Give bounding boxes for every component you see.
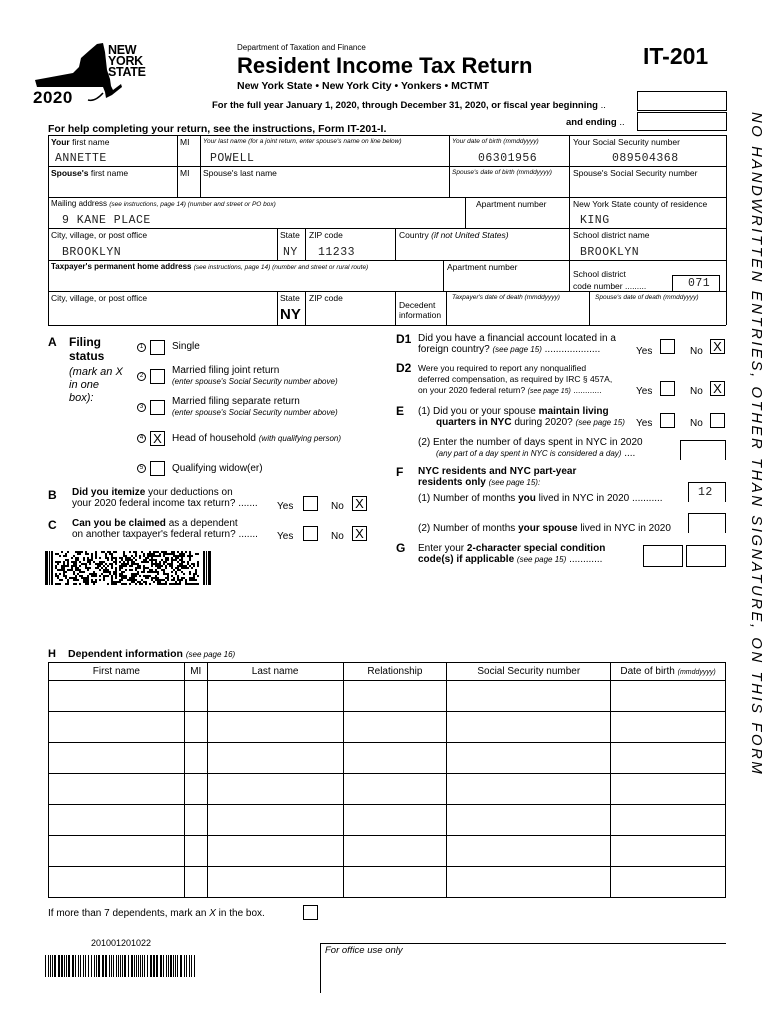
question-f2-text: (2) Number of months your spouse lived in NYC in 2020 — [418, 523, 671, 534]
dependents-title: Dependent information (see page 16) — [68, 648, 236, 660]
question-g-letter: G — [396, 541, 406, 555]
state-label: State — [280, 230, 300, 240]
question-c-yes-checkbox[interactable] — [303, 526, 318, 541]
2d-barcode — [45, 551, 211, 585]
dependent-dob-input[interactable] — [611, 774, 726, 805]
dependent-mi-input[interactable] — [184, 743, 207, 774]
logo-swoosh-icon — [87, 92, 105, 102]
question-d1-yes-checkbox[interactable] — [660, 339, 675, 354]
city-label: City, village, or post office — [51, 230, 148, 240]
form-barcode — [45, 955, 197, 977]
dependent-mi-input[interactable] — [184, 867, 207, 898]
permanent-zip-label: ZIP code — [309, 293, 343, 303]
question-d2-no-label: No — [690, 386, 703, 397]
col-mi: MI — [184, 663, 207, 681]
school-code-value[interactable]: 071 — [688, 277, 711, 290]
dependent-last-name-input[interactable] — [207, 743, 343, 774]
office-use-label: For office use only — [325, 945, 403, 956]
city-value[interactable]: BROOKLYN — [62, 246, 122, 259]
dependent-relationship-input[interactable] — [343, 681, 447, 712]
dependent-ssn-input[interactable] — [447, 867, 611, 898]
tax-year: 2020 — [33, 88, 73, 107]
question-d2-yes-label: Yes — [636, 386, 653, 397]
dependents-table — [48, 662, 726, 898]
county-value[interactable]: KING — [580, 214, 610, 227]
decedent-label: Decedent information — [399, 300, 442, 320]
question-e1-text: (1) Did you or your spouse maintain living quarters in NYC during 2020? (see page 15) — [418, 406, 625, 428]
dependent-row — [49, 681, 726, 712]
permanent-address-label: Taxpayer's permanent home address (see instructions, page 14) (number and street or rural route) — [51, 262, 369, 271]
dependent-dob-input[interactable] — [611, 867, 726, 898]
permanent-city-label: City, village, or post office — [51, 293, 148, 303]
status-separate-checkbox[interactable] — [150, 400, 165, 415]
nyc-months-you-value[interactable]: 12 — [698, 486, 713, 499]
dependent-row — [49, 774, 726, 805]
school-district-label: School district name — [573, 230, 650, 240]
question-f-title: NYC residents and NYC part-year residents only (see page 15): — [418, 466, 577, 488]
dependent-first-name-input[interactable] — [49, 805, 185, 836]
spouse-last-name-label: Spouse's last name — [203, 168, 277, 178]
status-joint-label: Married filing joint return (enter spouse's Social Security number above) — [172, 365, 338, 386]
col-last-name: Last name — [207, 663, 343, 681]
school-code-label: School district code number ......... — [573, 269, 647, 291]
fiscal-begin-input[interactable] — [637, 91, 727, 111]
status-single-label: Single — [172, 341, 200, 352]
spouse-first-name-label: Spouse's first name — [51, 168, 129, 178]
nyc-months-spouse-input[interactable] — [688, 513, 726, 533]
question-d2-text: Were you required to report any nonqualified deferred compensation, as required by IRC § 457A, on your 2020 federal return? (see page 15) ............ — [418, 363, 613, 395]
form-code: 201001201022 — [91, 938, 152, 948]
dependent-dob-input[interactable] — [611, 681, 726, 712]
more-dependents-checkbox[interactable] — [303, 905, 318, 920]
ssn-value[interactable]: 089504368 — [612, 152, 679, 165]
status-4-number: 4 — [137, 434, 146, 443]
dependent-first-name-input[interactable] — [49, 712, 185, 743]
question-e-yes-checkbox[interactable] — [660, 413, 675, 428]
question-c-yes-label: Yes — [277, 531, 294, 542]
dependent-last-name-input[interactable] — [207, 712, 343, 743]
question-c-no-checkbox[interactable]: X — [352, 526, 367, 541]
more-dependents-text: If more than 7 dependents, mark an X in the box. — [48, 908, 265, 919]
dependent-ssn-input[interactable] — [447, 743, 611, 774]
dependent-row — [49, 712, 726, 743]
dependent-ssn-input[interactable] — [447, 774, 611, 805]
county-label: New York State county of residence — [573, 199, 708, 209]
dependent-ssn-input[interactable] — [447, 712, 611, 743]
status-head-of-household-label: Head of household (with qualifying person) — [172, 433, 342, 444]
form-title: Resident Income Tax Return — [237, 53, 533, 78]
state-logo-text: NEW YORK STATE — [108, 43, 146, 79]
status-5-number: 5 — [137, 464, 146, 473]
dependent-last-name-input[interactable] — [207, 681, 343, 712]
dependent-relationship-input[interactable] — [343, 805, 447, 836]
question-f1-text: (1) Number of months you lived in NYC in 2020 ........... — [418, 493, 663, 504]
mi-label: MI — [180, 137, 190, 147]
dependent-mi-input[interactable] — [184, 712, 207, 743]
question-c-letter: C — [48, 518, 57, 532]
and-ending-label: and ending .. — [566, 117, 625, 128]
dependents-letter: H — [48, 648, 56, 660]
dependent-first-name-input[interactable] — [49, 867, 185, 898]
col-dob: Date of birth (mmddyyyy) — [611, 663, 726, 681]
spouse-dob-label: Spouse's date of birth (mmddyyyy) — [452, 169, 552, 176]
question-b-text: Did you itemize your deductions on your 2020 federal income tax return? ....... — [72, 487, 258, 509]
dependent-dob-input[interactable] — [611, 712, 726, 743]
country-label: Country (if not United States) — [399, 230, 509, 240]
dependent-row — [49, 743, 726, 774]
dependent-dob-input[interactable] — [611, 743, 726, 774]
tax-period-text: For the full year January 1, 2020, through December 31, 2020, or fiscal year beginning .. — [212, 100, 606, 111]
dependent-relationship-input[interactable] — [343, 774, 447, 805]
spouse-death-label: Spouse's date of death (mmddyyyy) — [595, 294, 699, 301]
question-b-yes-label: Yes — [277, 501, 294, 512]
question-d2-no-checkbox[interactable]: X — [710, 381, 725, 396]
question-d1-no-label: No — [690, 346, 703, 357]
filing-status-note: (mark an X in one box): — [69, 366, 123, 404]
dependent-last-name-input[interactable] — [207, 805, 343, 836]
dependent-ssn-input[interactable] — [447, 836, 611, 867]
dob-value[interactable]: 06301956 — [478, 152, 538, 165]
question-b-yes-checkbox[interactable] — [303, 496, 318, 511]
status-joint-checkbox[interactable] — [150, 369, 165, 384]
dependent-dob-input[interactable] — [611, 805, 726, 836]
question-d1-yes-label: Yes — [636, 346, 653, 357]
special-code-1-input[interactable] — [643, 545, 683, 567]
dependent-mi-input[interactable] — [184, 681, 207, 712]
question-b-letter: B — [48, 488, 57, 502]
question-b-no-label: No — [331, 501, 344, 512]
dob-label: Your date of birth (mmddyyyy) — [452, 138, 539, 145]
help-line: For help completing your return, see the instructions, Form IT-201-I. — [48, 123, 387, 135]
status-single-checkbox[interactable] — [150, 340, 165, 355]
dependent-row — [49, 836, 726, 867]
question-e-letter: E — [396, 404, 405, 418]
dependent-first-name-input[interactable] — [49, 743, 185, 774]
col-first-name: First name — [49, 663, 185, 681]
question-g-text: Enter your 2-character special condition code(s) if applicable (see page 15) ............ — [418, 543, 606, 565]
col-ssn: Social Security number — [447, 663, 611, 681]
dependent-row — [49, 867, 726, 898]
mailing-address-label: Mailing address (see instructions, page 14) (number and street or PO box) — [51, 199, 276, 208]
question-b-no-checkbox[interactable]: X — [352, 496, 367, 511]
permanent-state-value[interactable]: NY — [280, 306, 301, 323]
zip-label: ZIP code — [309, 230, 343, 240]
question-e-no-checkbox[interactable] — [710, 413, 725, 428]
dependent-ssn-input[interactable] — [447, 805, 611, 836]
fiscal-end-input[interactable] — [637, 112, 727, 131]
dependent-relationship-input[interactable] — [343, 836, 447, 867]
dependent-relationship-input[interactable] — [343, 867, 447, 898]
dependent-relationship-input[interactable] — [343, 743, 447, 774]
department-name: Department of Taxation and Finance — [237, 43, 366, 52]
special-code-2-input[interactable] — [686, 545, 726, 567]
filing-status-title: Filing status — [69, 335, 105, 363]
status-head-of-household-checkbox[interactable]: X — [150, 431, 165, 446]
question-c-text: Can you be claimed as a dependent on another taxpayer's federal return? ....... — [72, 518, 258, 540]
dependent-dob-input[interactable] — [611, 836, 726, 867]
dependent-first-name-input[interactable] — [49, 836, 185, 867]
nyc-days-input[interactable] — [680, 440, 726, 460]
last-name-value[interactable]: POWELL — [210, 152, 255, 165]
question-d1-text: Did you have a financial account located in a foreign country? (see page 15) .................... — [418, 333, 616, 355]
question-d2-yes-checkbox[interactable] — [660, 381, 675, 396]
zip-value[interactable]: 11233 — [318, 246, 356, 259]
question-e2-text: (2) Enter the number of days spent in NYC in 2020 (any part of a day spent in NYC is considered a day) .... — [418, 437, 643, 459]
status-3-number: 3 — [137, 403, 146, 412]
mailing-address-value[interactable]: 9 KANE PLACE — [62, 214, 151, 227]
dependent-first-name-input[interactable] — [49, 774, 185, 805]
form-subtitle: New York State • New York City • Yonkers • MCTMT — [237, 80, 490, 92]
question-d1-letter: D1 — [396, 332, 412, 346]
question-e-yes-label: Yes — [636, 418, 653, 429]
question-e-no-label: No — [690, 418, 703, 429]
dependent-first-name-input[interactable] — [49, 681, 185, 712]
status-widow-checkbox[interactable] — [150, 461, 165, 476]
permanent-apartment-label: Apartment number — [447, 262, 518, 272]
question-d2-letter: D2 — [396, 361, 412, 375]
dependent-mi-input[interactable] — [184, 774, 207, 805]
dependent-last-name-input[interactable] — [207, 836, 343, 867]
dependents-header-row — [49, 663, 726, 681]
state-value[interactable]: NY — [283, 246, 298, 259]
school-district-value[interactable]: BROOKLYN — [580, 246, 640, 259]
dependent-last-name-input[interactable] — [207, 774, 343, 805]
question-c-no-label: No — [331, 531, 344, 542]
last-name-label: Your last name (for a joint return, enter spouse's name on line below) — [203, 138, 402, 145]
dependent-mi-input[interactable] — [184, 836, 207, 867]
spouse-mi-label: MI — [180, 168, 190, 178]
dependent-ssn-input[interactable] — [447, 681, 611, 712]
col-relationship: Relationship — [343, 663, 447, 681]
dependent-last-name-input[interactable] — [207, 867, 343, 898]
permanent-state-label: State — [280, 293, 300, 303]
form-id: IT-201 — [643, 43, 709, 69]
first-name-value[interactable]: ANNETTE — [55, 152, 107, 165]
your-first-name-label: Your first name — [51, 137, 110, 147]
status-widow-label: Qualifying widow(er) — [172, 463, 263, 474]
question-f-letter: F — [396, 465, 404, 479]
apartment-label: Apartment number — [476, 199, 547, 209]
side-notice: NO HANDWRITTEN ENTRIES, OTHER THAN SIGNATURE, ON THIS FORM — [748, 112, 764, 777]
dependent-relationship-input[interactable] — [343, 712, 447, 743]
dependent-row — [49, 805, 726, 836]
status-2-number: 2 — [137, 372, 146, 381]
ssn-label: Your Social Security number — [573, 137, 680, 147]
taxpayer-death-label: Taxpayer's date of death (mmddyyyy) — [452, 294, 560, 301]
status-1-number: 1 — [137, 343, 146, 352]
dependent-mi-input[interactable] — [184, 805, 207, 836]
filing-letter: A — [48, 335, 57, 349]
question-d1-no-checkbox[interactable]: X — [710, 339, 725, 354]
spouse-ssn-label: Spouse's Social Security number — [573, 168, 698, 178]
status-separate-label: Married filing separate return (enter spouse's Social Security number above) — [172, 396, 338, 417]
